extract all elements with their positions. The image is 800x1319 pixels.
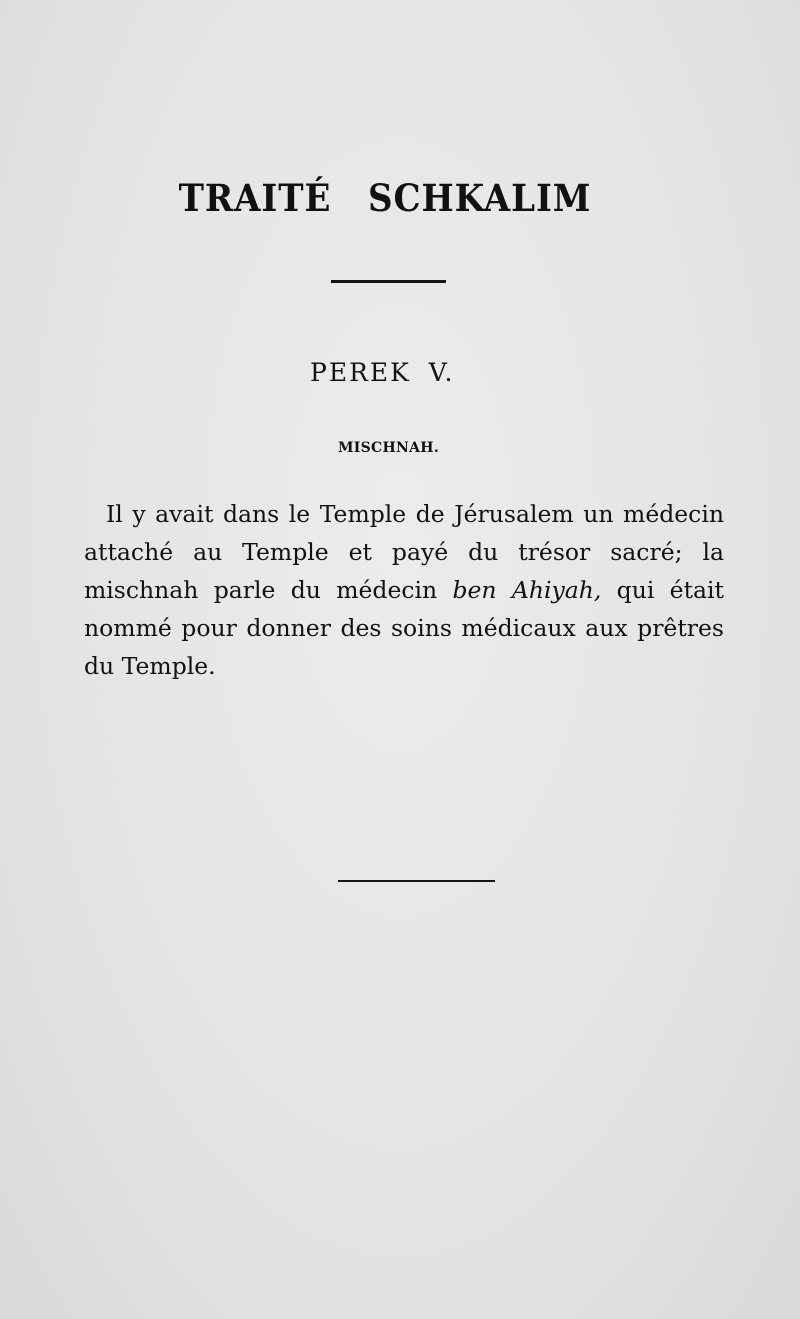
end-divider <box>338 880 495 882</box>
treatise-title: TRAITÉ SCHKALIM <box>178 176 592 220</box>
chapter-heading: PEREK V. <box>310 358 455 387</box>
body-paragraph <box>84 495 724 685</box>
section-heading: MISCHNAH. <box>338 440 439 456</box>
paragraph-name-italic: ben Ahiyah, <box>452 576 602 604</box>
title-divider <box>331 280 446 283</box>
paragraph-text-end: qui était nommé pour donner des soins médicaux aux prêtres du Temple. <box>84 576 724 680</box>
paragraph-text-start: Il y avait dans le Temple de Jérusalem un médecin attaché au Temple et payé du trésor sacré; la mischnah parle du médecin <box>84 500 724 604</box>
